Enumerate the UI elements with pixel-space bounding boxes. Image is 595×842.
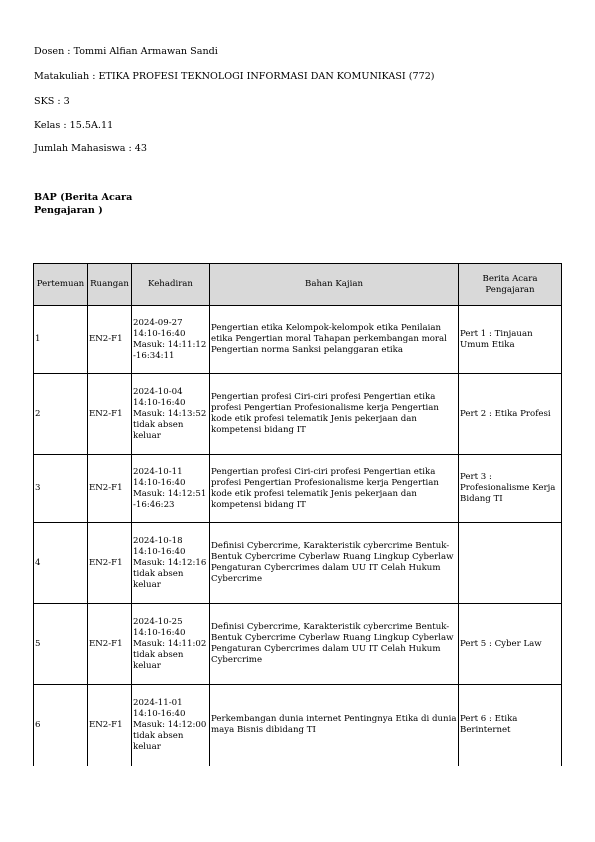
cell-berita-acara: Pert 2 : Etika Profesi bbox=[459, 374, 562, 455]
table-row bbox=[34, 685, 562, 766]
cell-ruangan: EN2-F1 bbox=[88, 523, 132, 604]
bap-title: BAP (Berita Acara Pengajaran ) bbox=[34, 192, 133, 216]
table-row bbox=[34, 604, 562, 685]
table-row bbox=[34, 306, 562, 374]
cell-bahan-kajian: Pengertian etika Kelompok-kelompok etika Penilaian etika Pengertian moral Tahapan perkembangan moral Pengertian norma Sanksi pelanggaran etika bbox=[210, 306, 459, 374]
cell-pertemuan: 1 bbox=[34, 306, 88, 374]
cell-ruangan: EN2-F1 bbox=[88, 604, 132, 685]
cell-bahan-kajian: Pengertian profesi Ciri-ciri profesi Pengertian etika profesi Pengertian Profesionalisme kerja Pengertian kode etik profesi telematik Jenis pekerjaan dan kompetensi bidang IT bbox=[210, 374, 459, 455]
kelas-line: Kelas : 15.5A.11 bbox=[34, 120, 114, 131]
cell-berita-acara: Pert 3 : Profesionalisme Kerja Bidang TI bbox=[459, 455, 562, 523]
sks-line: SKS : 3 bbox=[34, 96, 70, 107]
cell-ruangan: EN2-F1 bbox=[88, 306, 132, 374]
cell-bahan-kajian: Pengertian profesi Ciri-ciri profesi Pengertian etika profesi Pengertian Profesionalisme kerja Pengertian kode etik profesi telematik Jenis pekerjaan dan kompetensi bidang IT bbox=[210, 455, 459, 523]
cell-bahan-kajian: Definisi Cybercrime, Karakteristik cybercrime Bentuk-Bentuk Cybercrime Cyberlaw Ruang Lingkup Cyberlaw Pengaturan Cybercrimes dalam UU IT Celah Hukum Cybercrime bbox=[210, 523, 459, 604]
cell-kehadiran: 2024-10-18 14:10-16:40 Masuk: 14:12:16 tidak absen keluar bbox=[132, 523, 210, 604]
table-row bbox=[34, 374, 562, 455]
cell-berita-acara: Pert 6 : Etika Berinternet bbox=[459, 685, 562, 766]
cell-berita-acara: Pert 5 : Cyber Law bbox=[459, 604, 562, 685]
table-row bbox=[34, 523, 562, 604]
cell-ruangan: EN2-F1 bbox=[88, 374, 132, 455]
cell-kehadiran: 2024-09-27 14:10-16:40 Masuk: 14:11:12 -16:34:11 bbox=[132, 306, 210, 374]
cell-ruangan: EN2-F1 bbox=[88, 455, 132, 523]
bap-table bbox=[33, 263, 562, 766]
matakuliah-line: Matakuliah : ETIKA PROFESI TEKNOLOGI INFORMASI DAN KOMUNIKASI (772) bbox=[34, 71, 435, 82]
header-berita-acara: Berita Acara Pengajaran bbox=[459, 264, 562, 306]
cell-pertemuan: 3 bbox=[34, 455, 88, 523]
jumlah-mahasiswa-line: Jumlah Mahasiswa : 43 bbox=[34, 143, 147, 154]
cell-bahan-kajian: Definisi Cybercrime, Karakteristik cybercrime Bentuk-Bentuk Cybercrime Cyberlaw Ruang Lingkup Cyberlaw Pengaturan Cybercrimes dalam UU IT Celah Hukum Cybercrime bbox=[210, 604, 459, 685]
cell-pertemuan: 4 bbox=[34, 523, 88, 604]
header-ruangan: Ruangan bbox=[88, 264, 132, 306]
cell-kehadiran: 2024-11-01 14:10-16:40 Masuk: 14:12:00 tidak absen keluar bbox=[132, 685, 210, 766]
cell-berita-acara bbox=[459, 523, 562, 604]
cell-kehadiran: 2024-10-11 14:10-16:40 Masuk: 14:12:51 -16:46:23 bbox=[132, 455, 210, 523]
table-row bbox=[34, 455, 562, 523]
dosen-line: Dosen : Tommi Alfian Armawan Sandi bbox=[34, 46, 218, 57]
cell-pertemuan: 2 bbox=[34, 374, 88, 455]
header-pertemuan: Pertemuan bbox=[34, 264, 88, 306]
cell-pertemuan: 6 bbox=[34, 685, 88, 766]
cell-berita-acara: Pert 1 : Tinjauan Umum Etika bbox=[459, 306, 562, 374]
cell-kehadiran: 2024-10-04 14:10-16:40 Masuk: 14:13:52 tidak absen keluar bbox=[132, 374, 210, 455]
cell-ruangan: EN2-F1 bbox=[88, 685, 132, 766]
cell-bahan-kajian: Perkembangan dunia internet Pentingnya Etika di dunia maya Bisnis dibidang TI bbox=[210, 685, 459, 766]
cell-pertemuan: 5 bbox=[34, 604, 88, 685]
header-kehadiran: Kehadiran bbox=[132, 264, 210, 306]
cell-kehadiran: 2024-10-25 14:10-16:40 Masuk: 14:11:02 tidak absen keluar bbox=[132, 604, 210, 685]
header-bahan-kajian: Bahan Kajian bbox=[210, 264, 459, 306]
table-header-row bbox=[34, 264, 562, 306]
